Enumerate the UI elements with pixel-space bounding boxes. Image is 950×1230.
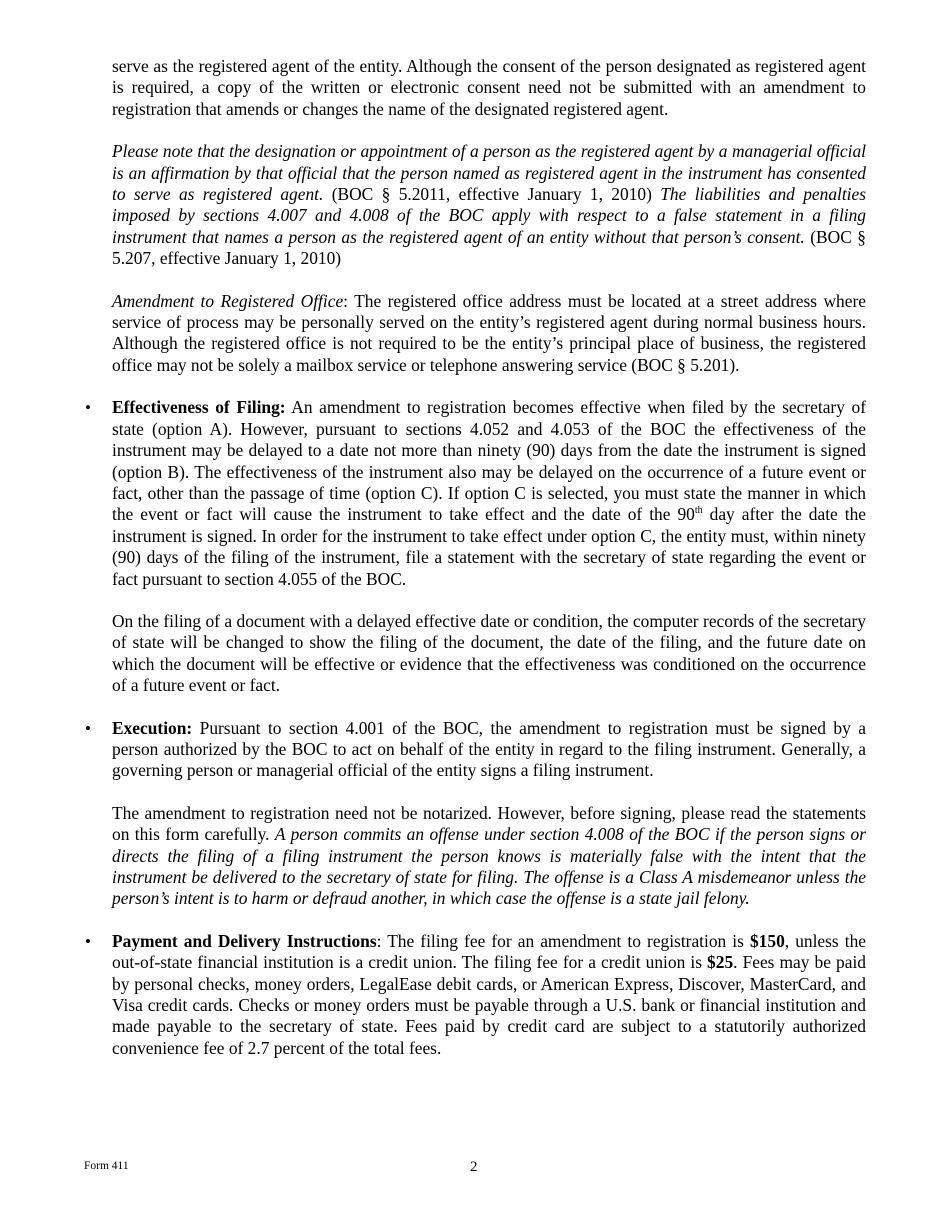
section-heading: Execution: (112, 717, 193, 738)
standard-fee: $150 (749, 930, 785, 951)
section-heading: Payment and Delivery Instructions (112, 930, 377, 951)
payment-paragraph (112, 931, 866, 1059)
effectiveness-bullet (85, 397, 867, 590)
page-number: 2 (470, 1159, 478, 1175)
paragraph-text: Pursuant to section 4.001 of the BOC, the amendment to registration must be signed by a person authorized by the BOC to act on behalf of the entity in regard to the filing instrument. Generally, a governing person or managerial official of the entity signs a filing instrument. (112, 717, 866, 781)
italic-note: The liabilities and penalties imposed by sections 4.007 and 4.008 of the BOC apply with respect to a false statement in a filing instrument that names a person as the registered agent of an entity without that person’s consent. (112, 184, 867, 247)
paragraph-text: An amendment to registration becomes effective when filed by the secretary of state (option A). However, pursuant to sections 4.052 and 4.053 of the BOC the effectiveness of the instrument may be delayed to a date not more than ninety (90) days from the date the instrument is signed (option B). The effectiveness of the instrument also may be delayed on the occurrence of a future event or fact, other than the passage of time (option C). If option C is selected, you must state the manner in which the event or fact will cause the instrument to take effect and the date of the 90 (112, 397, 867, 525)
delayed-filing-paragraph (112, 611, 866, 697)
paragraph-text: serve as the registered agent of the entity. Although the consent of the person designated as registered agent is required, a copy of the written or electronic consent need not be submitted with an amendment to registration that amends or changes the name of the designated registered agent. (112, 56, 866, 119)
section-heading: Amendment to Registered Office (112, 290, 344, 311)
bullet-marker: • (85, 931, 91, 951)
statute-reference: (BOC § 5.2011, effective January 1, 2010) (323, 184, 661, 205)
bullet-marker: • (85, 398, 91, 418)
execution-bullet (85, 717, 866, 782)
italic-note: Please note that the designation or appointment of a person as the registered agent by a managerial official is an affirmation by that official that the person named as registered agent in the instrument has consented to serve as registered agent. (112, 141, 866, 205)
registered-office-paragraph (112, 291, 866, 377)
document-body (85, 56, 867, 1080)
paragraph-text: : The filing fee for an amendment to registration is (376, 930, 750, 951)
section-heading: Effectiveness of Filing: (112, 397, 286, 418)
credit-union-fee: $25 (707, 952, 734, 973)
execution-paragraph (112, 718, 866, 782)
bullet-marker: • (85, 718, 91, 738)
effectiveness-paragraph (112, 397, 866, 590)
paragraph-text: : The registered office address must be located at a street address where service of process may be personally served on the entity’s registered agent during normal business hours. Although the registered office is not required to be the entity’s principal place of business, the registered office may not be solely a mailbox service or telephone answering service (BOC § 5.201). (112, 290, 866, 375)
paragraph-text: , unless the out-of-state financial institution is a credit union. The filing fee for a credit union is (112, 930, 866, 973)
registered-agent-consent-paragraph (112, 56, 866, 120)
paragraph-text: The amendment to registration need not be notarized. However, before signing, please read the statements on this form carefully. (112, 802, 866, 845)
registered-agent-affirmation-paragraph (112, 141, 866, 269)
paragraph-text: . Fees may be paid by personal checks, money orders, LegalEase debit cards, or American Express, Discover, MasterCard, and Visa credit cards. Checks or money orders must be payable through a U.S. bank or financial institution and made payable to the secretary of state. Fees paid by credit card are subject to a statutorily authorized convenience fee of 2.7 percent of the total fees. (112, 952, 866, 1058)
ordinal-suffix: th (694, 505, 703, 517)
payment-bullet (85, 930, 866, 1059)
notarization-paragraph (112, 803, 866, 910)
italic-warning: A person commits an offense under section 4.008 of the BOC if the person signs or directs the filing of a filing instrument the person knows is materially false with the intent that the instrument be delivered to the secretary of state for filing. The offense is a Class A misdemeanor unless the person’s intent is to harm or defraud another, in which case the offense is a state jail felony. (112, 824, 866, 909)
form-label: Form 411 (84, 1160, 129, 1172)
paragraph-text: day after the date the instrument is signed. In order for the instrument to take effect under option C, the entity must, within ninety (90) days of the filing of the instrument, file a statement with the secretary of state regarding the event or fact pursuant to section 4.055 of the BOC. (112, 504, 867, 589)
statute-reference: (BOC § 5.207, effective January 1, 2010) (112, 226, 866, 269)
paragraph-text: On the filing of a document with a delayed effective date or condition, the computer records of the secretary of state will be changed to show the filing of the document, the date of the filing, and the future date on which the document will be effective or evidence that the effectiveness was conditioned on the occurrence of a future event or fact. (112, 610, 866, 696)
